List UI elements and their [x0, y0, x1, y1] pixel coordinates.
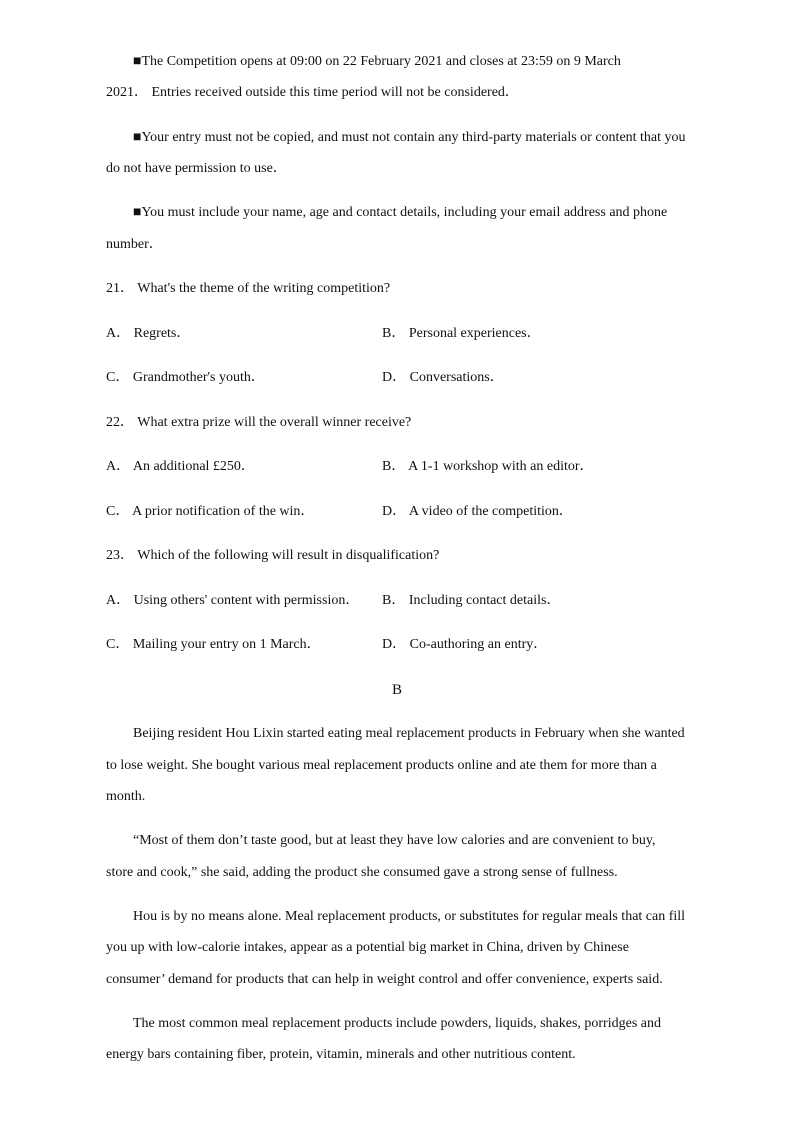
passage-p4-line-2: energy bars containing fiber, protein, vitamin, minerals and other nutritious content.: [106, 1047, 576, 1062]
question-22-option-a: A． An additional £250．: [106, 459, 255, 474]
question-23-option-a: A． Using others' content with permission．: [106, 593, 360, 608]
question-23-option-d: D． Co-authoring an entry．: [382, 637, 548, 652]
question-21-option-c: C． Grandmother's youth．: [106, 370, 265, 385]
rule-3-line-1: ■You must include your name, age and contact details, including your email address and phone: [133, 205, 668, 220]
question-21-option-a: A． Regrets．: [106, 326, 191, 341]
question-21-option-b: B． Personal experiences．: [382, 326, 541, 341]
passage-p1-line-1: Beijing resident Hou Lixin started eating meal replacement products in February when she wanted: [133, 726, 685, 741]
passage-p2-line-2: store and cook,” she said, adding the product she consumed gave a strong sense of fullness.: [106, 865, 618, 880]
question-22-option-c: C． A prior notification of the win．: [106, 504, 315, 519]
question-23-stem: 23． Which of the following will result in disqualification?: [106, 548, 440, 563]
rule-2-line-1: ■Your entry must not be copied, and must not contain any third-party materials or content that you: [133, 130, 686, 145]
question-23-option-c: C． Mailing your entry on 1 March．: [106, 637, 321, 652]
question-22-stem: 22． What extra prize will the overall winner receive?: [106, 415, 412, 430]
rule-2-line-2: do not have permission to use．: [106, 161, 287, 176]
passage-p2-line-1: “Most of them don’t taste good, but at least they have low calories and are convenient to buy,: [133, 833, 656, 848]
question-22-option-b: B． A 1-1 workshop with an editor．: [382, 459, 594, 474]
question-21-option-d: D． Conversations．: [382, 370, 504, 385]
question-23-option-b: B． Including contact details．: [382, 593, 561, 608]
passage-p3-line-3: consumer’ demand for products that can help in weight control and offer convenience, experts said.: [106, 972, 663, 987]
passage-p1-line-2: to lose weight. She bought various meal replacement products online and ate them for more than a: [106, 758, 657, 773]
rule-3-line-2: number．: [106, 237, 163, 252]
passage-p3-line-2: you up with low-calorie intakes, appear as a potential big market in China, driven by Chinese: [106, 940, 629, 955]
rule-1-line-1: ■The Competition opens at 09:00 on 22 February 2021 and closes at 23:59 on 9 March: [133, 54, 621, 69]
rule-1-line-2: 2021． Entries received outside this time period will not be considered．: [106, 85, 519, 100]
passage-p3-line-1: Hou is by no means alone. Meal replacement products, or substitutes for regular meals that can fill: [133, 909, 686, 924]
passage-p4-line-1: The most common meal replacement products include powders, liquids, shakes, porridges and: [133, 1016, 661, 1031]
section-heading: B: [391, 682, 402, 698]
question-22-option-d: D． A video of the competition．: [382, 504, 573, 519]
question-21-stem: 21． What's the theme of the writing competition?: [106, 281, 391, 296]
passage-p1-line-3: month.: [106, 789, 146, 804]
